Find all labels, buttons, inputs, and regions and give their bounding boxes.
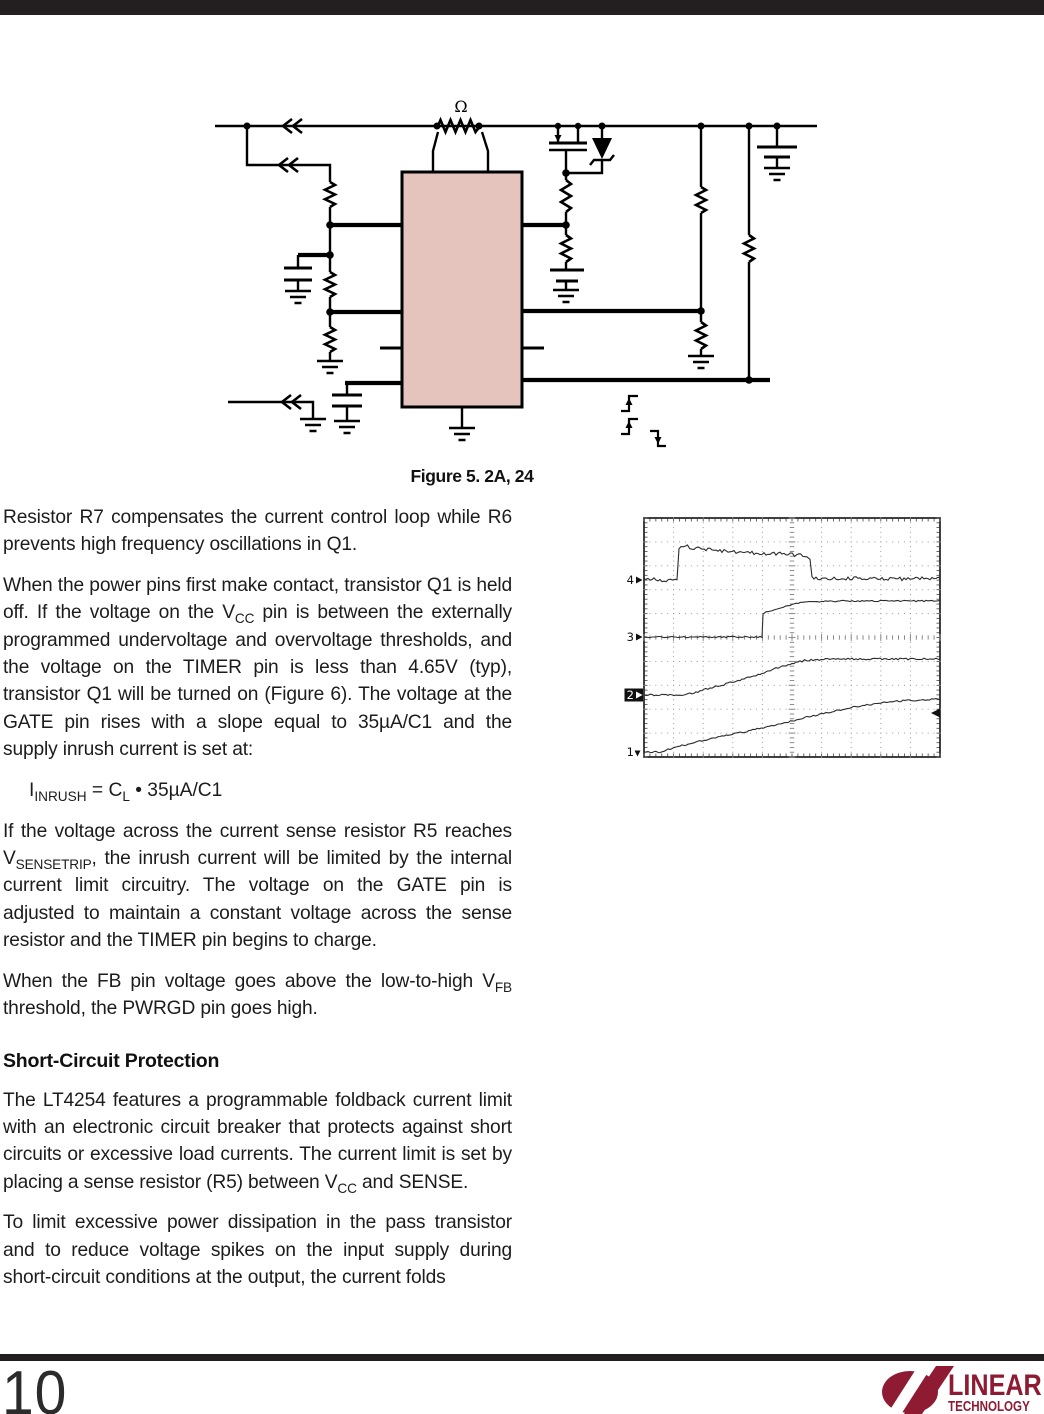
paragraph-3: If the voltage across the current sense resistor R5 reaches $V_{SENSETRIP}$, the inrush current will be limited by the internal current limit circuitry. The voltage on the GATE pin is adjusted to maintain a constant voltage across the sense resistor and the TIMER pin begins to charge. — [3, 820, 512, 952]
inrush-equation: $I_{INRUSH} = C_L$ • 35µA/C1 — [29, 779, 223, 804]
ground-symbols — [285, 168, 790, 440]
schematic-figure — [210, 88, 830, 455]
figure-caption: Figure 5. 2A, 24 — [410, 466, 534, 486]
mosfet-q1 — [549, 135, 587, 150]
ohm-label: Ω — [454, 97, 468, 116]
paragraph-4: When the FB pin voltage goes above the low-to-high $V_{FB}$ threshold, the PWRGD pin goes high. — [3, 970, 512, 1020]
body-text-column — [3, 504, 512, 1304]
bottom-rule — [0, 1354, 1044, 1361]
resistors — [325, 120, 754, 352]
paragraph-6: To limit excessive power dissipation in the pass transistor and to reduce voltage spikes on the input supply during short-circuit conditions at the output, the current folds — [3, 1212, 512, 1288]
ic-pin-wires — [298, 225, 770, 383]
oscilloscope-svg — [624, 512, 946, 764]
svg-text:3: 3 — [626, 630, 634, 645]
zener-diode — [590, 138, 614, 165]
page-number: 10 — [2, 1359, 68, 1414]
ic-block — [402, 172, 522, 407]
oscilloscope-screenshot — [624, 512, 946, 769]
paragraph-5: The LT4254 features a programmable foldback current limit with an electronic circuit breaker that protects against short circuits or excessive load currents. The current limit is set by placing a sense resistor (R5) between $V_{CC}$ and SENSE. — [3, 1089, 512, 1196]
sense-resistor — [438, 120, 480, 132]
paragraph-2: When the power pins first make contact, transistor Q1 is held off. If the voltage on the $V_{CC}$ pin is between the externally programmed undervoltage and overvoltage thresholds, and the voltage on the TIMER pin is less than 4.65V (typ), transistor Q1 will be turned on (Figure 6). The voltage at the GATE pin rises with a slope equal to 35µA/C1 and the supply inrush current is set at: — [3, 574, 513, 761]
top-black-bar — [0, 0, 1044, 15]
edge-annotation-arrows — [626, 398, 662, 444]
logo-brand-text: LINEAR — [948, 1367, 1042, 1402]
section-heading: Short-Circuit Protection — [3, 1049, 220, 1072]
logo-subbrand-text: TECHNOLOGY — [948, 1397, 1030, 1414]
lt-mark-icon — [882, 1366, 954, 1414]
svg-text:2: 2 — [626, 688, 634, 703]
svg-text:1: 1 — [626, 745, 634, 760]
svg-text:4: 4 — [626, 573, 634, 588]
paragraph-1: Resistor R7 compensates the current control loop while R6 prevents high frequency oscillations in Q1. — [3, 507, 512, 556]
capacitors — [284, 147, 797, 406]
linear-technology-logo — [870, 1366, 1044, 1414]
